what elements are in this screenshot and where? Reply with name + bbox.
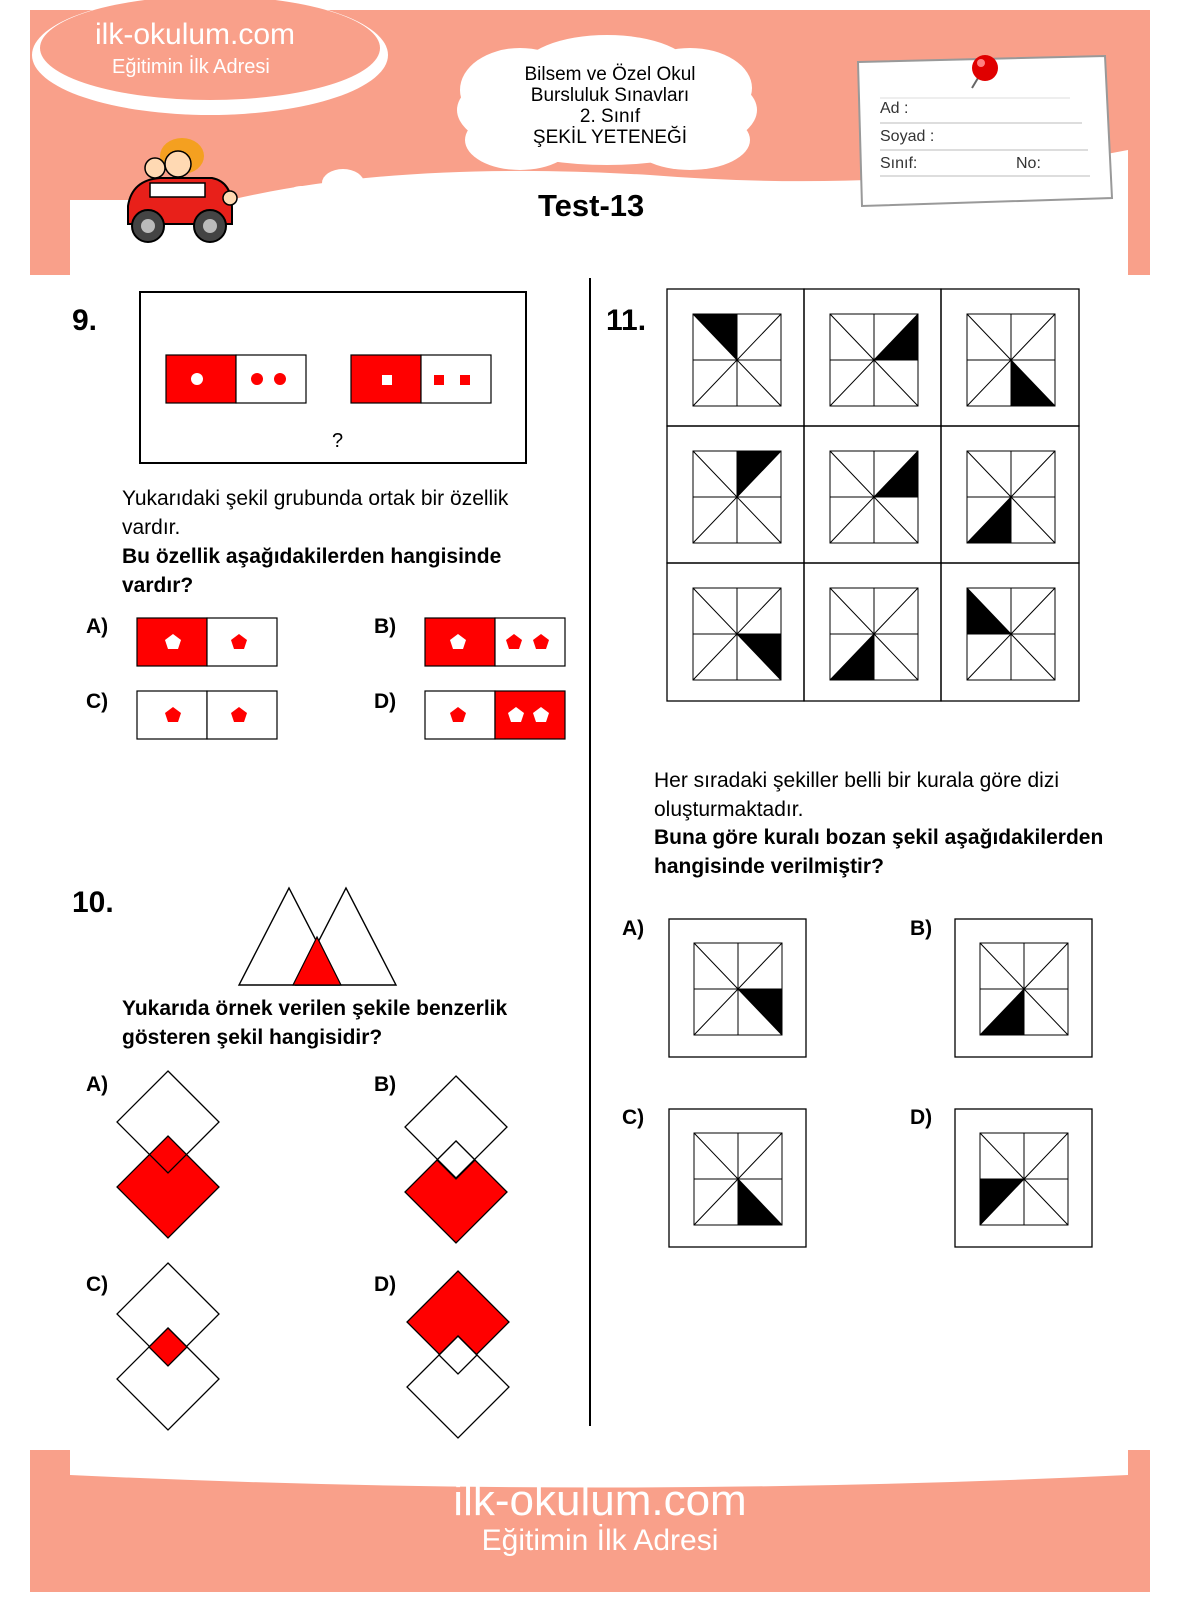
- q10-option-d-label: D): [374, 1273, 397, 1296]
- q11-option-d-figure[interactable]: [954, 1108, 1094, 1249]
- q11-number: 11.: [606, 304, 647, 337]
- q10-option-b-figure[interactable]: [402, 1073, 512, 1249]
- column-divider: [589, 278, 591, 1426]
- q9-option-c-figure[interactable]: [136, 690, 278, 742]
- car-mascot-illustration: [120, 128, 250, 248]
- q11-cell-2-3: [967, 451, 1055, 543]
- form-name-label: Ad :: [880, 100, 909, 117]
- q11-option-c-figure[interactable]: [668, 1108, 808, 1249]
- q11-cell-1-2: [830, 314, 918, 406]
- q10-question: Yukarıda örnek verilen şekile benzerlik gösteren şekil hangisidir?: [122, 997, 508, 1049]
- q10-example-figure: [236, 885, 402, 989]
- q11-cell-3-2: [830, 588, 918, 680]
- test-title: Test-13: [538, 188, 645, 223]
- q10-option-a-figure[interactable]: [114, 1068, 224, 1244]
- q10-option-b-label: B): [374, 1073, 397, 1096]
- cloud-line-1: Bilsem ve Özel Okul: [524, 64, 696, 85]
- q9-question: Bu özellik aşağıdakilerden hangisinde vardır?: [122, 545, 502, 597]
- q10-option-a-label: A): [86, 1073, 109, 1096]
- q9-option-a-label: A): [86, 615, 109, 638]
- form-number-label: No:: [1016, 155, 1041, 172]
- form-class-label: Sınıf:: [880, 155, 918, 172]
- q9-option-d-label: D): [374, 690, 397, 713]
- q11-option-b-label: B): [910, 917, 933, 940]
- footer-site-subtitle: Eğitimin İlk Adresi: [481, 1524, 719, 1557]
- cloud-line-2: Bursluluk Sınavları: [530, 85, 690, 106]
- q11-question: Buna göre kuralı bozan şekil aşağıdakilerden hangisinde verilmiştir?: [654, 826, 1104, 878]
- q9-option-a-figure[interactable]: [136, 617, 278, 669]
- q10-number: 10.: [72, 886, 114, 919]
- form-surname-label: Soyad :: [880, 128, 935, 145]
- q11-cell-1-3: [967, 314, 1055, 406]
- q9-option-c-label: C): [86, 690, 109, 713]
- q11-option-a-label: A): [622, 917, 645, 940]
- q10-option-c-figure[interactable]: [114, 1260, 224, 1436]
- q9-text: Yukarıdaki şekil grubunda ortak bir özellik vardır.: [122, 487, 509, 539]
- site-logo-subtitle: Eğitimin İlk Adresi: [112, 56, 270, 78]
- q11-pattern-grid: [666, 288, 1084, 706]
- q11-option-c-label: C): [622, 1106, 645, 1129]
- cloud-line-4: ŞEKİL YETENEĞİ: [532, 127, 688, 148]
- q9-option-b-figure[interactable]: [424, 617, 566, 669]
- q11-option-a-figure[interactable]: [668, 918, 808, 1059]
- q10-option-c-label: C): [86, 1273, 109, 1296]
- q11-cell-2-1: [693, 451, 781, 543]
- q11-text: Her sıradaki şekiller belli bir kurala göre dizi oluşturmaktadır.: [654, 769, 1059, 821]
- q11-cell-3-1: [693, 588, 781, 680]
- pushpin-icon: [968, 50, 1004, 90]
- q9-question-mark: ?: [332, 430, 344, 452]
- q10-option-d-figure[interactable]: [404, 1268, 514, 1444]
- q11-option-d-label: D): [910, 1106, 933, 1129]
- footer-site-title: ilk-okulum.com: [453, 1476, 747, 1525]
- cloud-line-3: 2. Sınıf: [579, 106, 641, 127]
- site-logo-title: ilk-okulum.com: [95, 18, 296, 51]
- q11-cell-2-2: [830, 451, 918, 543]
- q11-cell-1-1: [693, 314, 781, 406]
- cloud-title: [470, 64, 750, 148]
- q9-option-b-label: B): [374, 615, 397, 638]
- q11-option-b-figure[interactable]: [954, 918, 1094, 1059]
- q11-cell-3-3: [967, 588, 1055, 680]
- q9-option-d-figure[interactable]: [424, 690, 566, 742]
- q9-number: 9.: [72, 304, 98, 337]
